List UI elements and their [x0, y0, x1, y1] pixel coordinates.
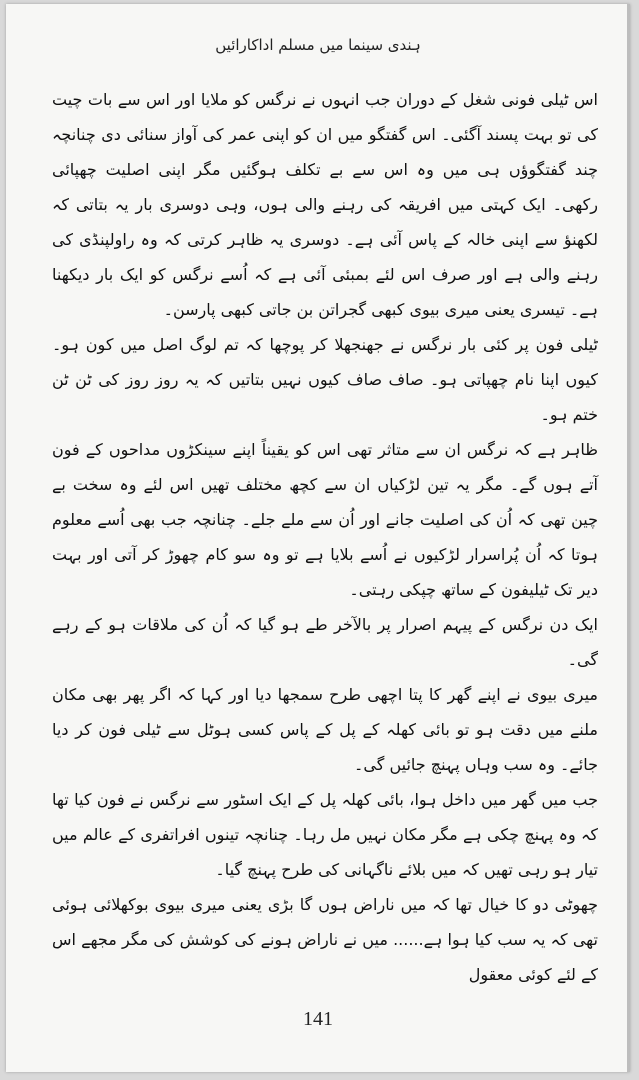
running-header: ہندی سینما میں مسلم اداکارائیں — [215, 36, 421, 54]
paragraph-2: ٹیلی فون پر کئی بار نرگس نے جھنجھلا کر پوچھا کہ تم لوگ اصل میں کون ہو۔ کیوں اپنا نام چھپاتی ہو۔ صاف صاف کیوں نہیں بتاتیں کہ یہ روز روز کی ٹن ٹن ختم ہو۔ — [52, 335, 598, 424]
paragraph-5: میری بیوی نے اپنے گھر کا پتا اچھی طرح سمجھا دیا اور کہا کہ اگر پھر بھی مکان ملنے میں دقت ہو تو بائی کھلہ کے پل کے پاس کسی ہوٹل سے ٹیلی فون کر دیا جائے۔ وہ سب وہاں پہنچ جائیں گی۔ — [52, 685, 598, 774]
paragraph-6: جب میں گھر میں داخل ہوا، بائی کھلہ پل کے ایک اسٹور سے نرگس نے فون کیا تھا کہ وہ پہنچ چکی ہے مگر مکان نہیں مل رہا۔ چنانچہ تینوں افراتفری کے عالم میں تیار ہو رہی تھیں کہ میں بلائے ناگہانی کی طرح پہنچ گیا۔ — [52, 790, 598, 879]
paragraph-1: اس ٹیلی فونی شغل کے دوران جب انہوں نے نرگس کو ملایا اور اس سے بات چیت کی تو بہت پسند آگئی۔ اس گفتگو میں ان کو اپنی عمر کی آواز سنائی دی چنانچہ چند گفتگوؤں ہی میں وہ اس سے بے تکلف ہوگئیں مگر اپنی اصلیت چھپائی رکھی۔ ایک کہتی میں افریقہ کی رہنے والی ہوں، وہی دوسری بار یہ بتاتی کہ لکھنؤ سے اپنی خالہ کے پاس آئی ہے۔ دوسری یہ ظاہر کرتی کہ وہ راولپنڈی کی رہنے والی ہے اور صرف اس لئے بمبئی آئی ہے کہ اُسے نرگس کو ایک بار دیکھنا ہے۔ تیسری یعنی میری بیوی کبھی گجراتن بن جاتی کبھی پارسن۔ — [52, 90, 598, 319]
paragraph-4: ایک دن نرگس کے پیہم اصرار پر بالآخر طے ہو گیا کہ اُن کی ملاقات ہو کے رہے گی۔ — [52, 615, 598, 669]
page-number: 141 — [303, 1008, 333, 1030]
paragraph-3: ظاہر ہے کہ نرگس ان سے متاثر تھی اس کو یقیناً اپنے سینکڑوں مداحوں کے فون آتے ہوں گے۔ مگر یہ تین لڑکیاں ان سے کچھ مختلف تھیں اس لئے وہ سخت بے چین تھی کہ اُن کی اصلیت جانے اور اُن سے ملے جلے۔ چنانچہ جب بھی اُسے معلوم ہوتا کہ اُن پُراسرار لڑکیوں نے اُسے بلایا ہے تو وہ سو کام چھوڑ کر آتی اور بہت دیر تک ٹیلیفون کے ساتھ چپکی رہتی۔ — [52, 440, 598, 599]
page-body — [52, 82, 598, 992]
paragraph-7: چھوٹی دو کا خیال تھا کہ میں ناراض ہوں گا بڑی یعنی میری بیوی بوکھلائی ہوئی تھی کہ یہ سب کیا ہوا ہے...... میں نے ناراض ہونے کی کوشش کی مگر مجھے اس کے لئے کوئی معقول — [52, 895, 598, 984]
book-page — [6, 4, 630, 1072]
